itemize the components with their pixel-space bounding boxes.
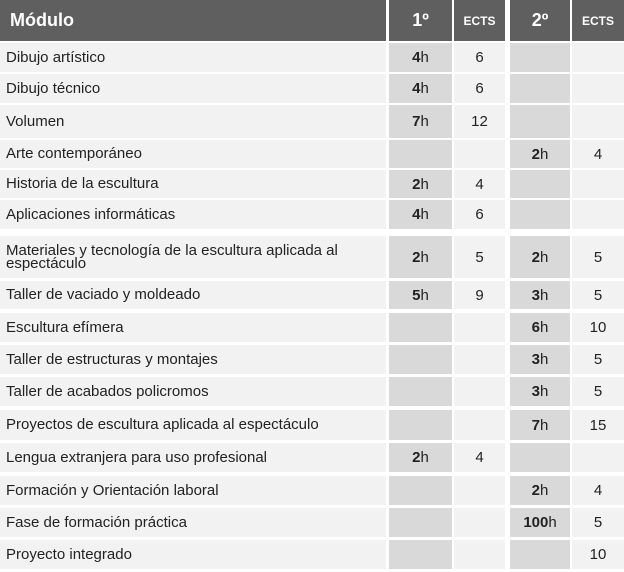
hours-year-2: 3 h	[510, 281, 570, 309]
hours-year-2: 2 h	[510, 236, 570, 278]
header-module: Módulo	[0, 0, 386, 41]
ects-year-2: 10	[572, 540, 624, 569]
hours-year-1	[389, 377, 452, 406]
ects-year-1	[454, 476, 505, 505]
hours-year-1	[389, 345, 452, 374]
module-name: Fase de formación práctica	[0, 508, 386, 537]
ects-year-2: 10	[572, 313, 624, 342]
hours-year-2	[510, 200, 570, 229]
ects-year-1	[454, 410, 505, 440]
ects-year-1	[454, 313, 505, 342]
module-name: Proyectos de escultura aplicada al espectáculo	[0, 410, 386, 440]
hours-year-2: 3 h	[510, 345, 570, 374]
hours-year-1	[389, 410, 452, 440]
ects-year-2: 4	[572, 140, 624, 168]
module-name: Proyecto integrado	[0, 540, 386, 569]
ects-year-2	[572, 105, 624, 138]
ects-year-2: 15	[572, 410, 624, 440]
ects-year-1	[454, 377, 505, 406]
ects-year-2: 5	[572, 345, 624, 374]
hours-year-1	[389, 540, 452, 569]
hours-year-2: 3 h	[510, 377, 570, 406]
ects-year-2: 5	[572, 281, 624, 309]
module-name: Taller de vaciado y moldeado	[0, 281, 386, 309]
ects-year-1: 6	[454, 74, 505, 103]
ects-year-1: 6	[454, 43, 505, 72]
ects-year-1: 12	[454, 105, 505, 138]
ects-year-2: 5	[572, 377, 624, 406]
hours-year-2	[510, 74, 570, 103]
module-name: Volumen	[0, 105, 386, 138]
hours-year-1: 4 h	[389, 43, 452, 72]
module-name: Formación y Orientación laboral	[0, 476, 386, 505]
hours-year-2	[510, 170, 570, 198]
module-name: Aplicaciones informáticas	[0, 200, 386, 229]
ects-year-2	[572, 43, 624, 72]
header-ects-1: ECTS	[454, 0, 505, 41]
hours-year-1	[389, 508, 452, 537]
ects-year-1	[454, 140, 505, 168]
hours-year-1: 2 h	[389, 443, 452, 472]
ects-year-2	[572, 74, 624, 103]
ects-year-2: 5	[572, 508, 624, 537]
ects-year-2	[572, 443, 624, 472]
module-name: Lengua extranjera para uso profesional	[0, 443, 386, 472]
hours-year-2: 100 h	[510, 508, 570, 537]
ects-year-1	[454, 345, 505, 374]
header-ects-2: ECTS	[572, 0, 624, 41]
ects-year-2: 4	[572, 476, 624, 505]
header-year-2: 2º	[510, 0, 570, 41]
hours-year-2	[510, 443, 570, 472]
ects-year-1	[454, 508, 505, 537]
hours-year-2: 2 h	[510, 476, 570, 505]
hours-year-2	[510, 105, 570, 138]
module-name: Taller de estructuras y montajes	[0, 345, 386, 374]
hours-year-2	[510, 540, 570, 569]
hours-year-2: 2 h	[510, 140, 570, 168]
header-year-1: 1º	[389, 0, 452, 41]
module-name: Escultura efímera	[0, 313, 386, 342]
module-name: Historia de la escultura	[0, 170, 386, 198]
module-name: Arte contemporáneo	[0, 140, 386, 168]
ects-year-1: 4	[454, 170, 505, 198]
hours-year-1	[389, 313, 452, 342]
module-name: Materiales y tecnología de la escultura aplicada al espectáculo	[0, 236, 386, 278]
hours-year-1: 2 h	[389, 170, 452, 198]
module-name: Taller de acabados policromos	[0, 377, 386, 406]
hours-year-1: 7 h	[389, 105, 452, 138]
hours-year-1	[389, 476, 452, 505]
hours-year-1: 4 h	[389, 74, 452, 103]
ects-year-2: 5	[572, 236, 624, 278]
module-name: Dibujo técnico	[0, 74, 386, 103]
ects-year-2	[572, 170, 624, 198]
ects-year-1: 6	[454, 200, 505, 229]
ects-year-2	[572, 200, 624, 229]
ects-year-1: 9	[454, 281, 505, 309]
hours-year-2	[510, 43, 570, 72]
hours-year-1	[389, 140, 452, 168]
ects-year-1	[454, 540, 505, 569]
hours-year-2: 7 h	[510, 410, 570, 440]
ects-year-1: 4	[454, 443, 505, 472]
hours-year-1: 5 h	[389, 281, 452, 309]
hours-year-1: 4 h	[389, 200, 452, 229]
hours-year-1: 2 h	[389, 236, 452, 278]
ects-year-1: 5	[454, 236, 505, 278]
module-name: Dibujo artístico	[0, 43, 386, 72]
hours-year-2: 6 h	[510, 313, 570, 342]
